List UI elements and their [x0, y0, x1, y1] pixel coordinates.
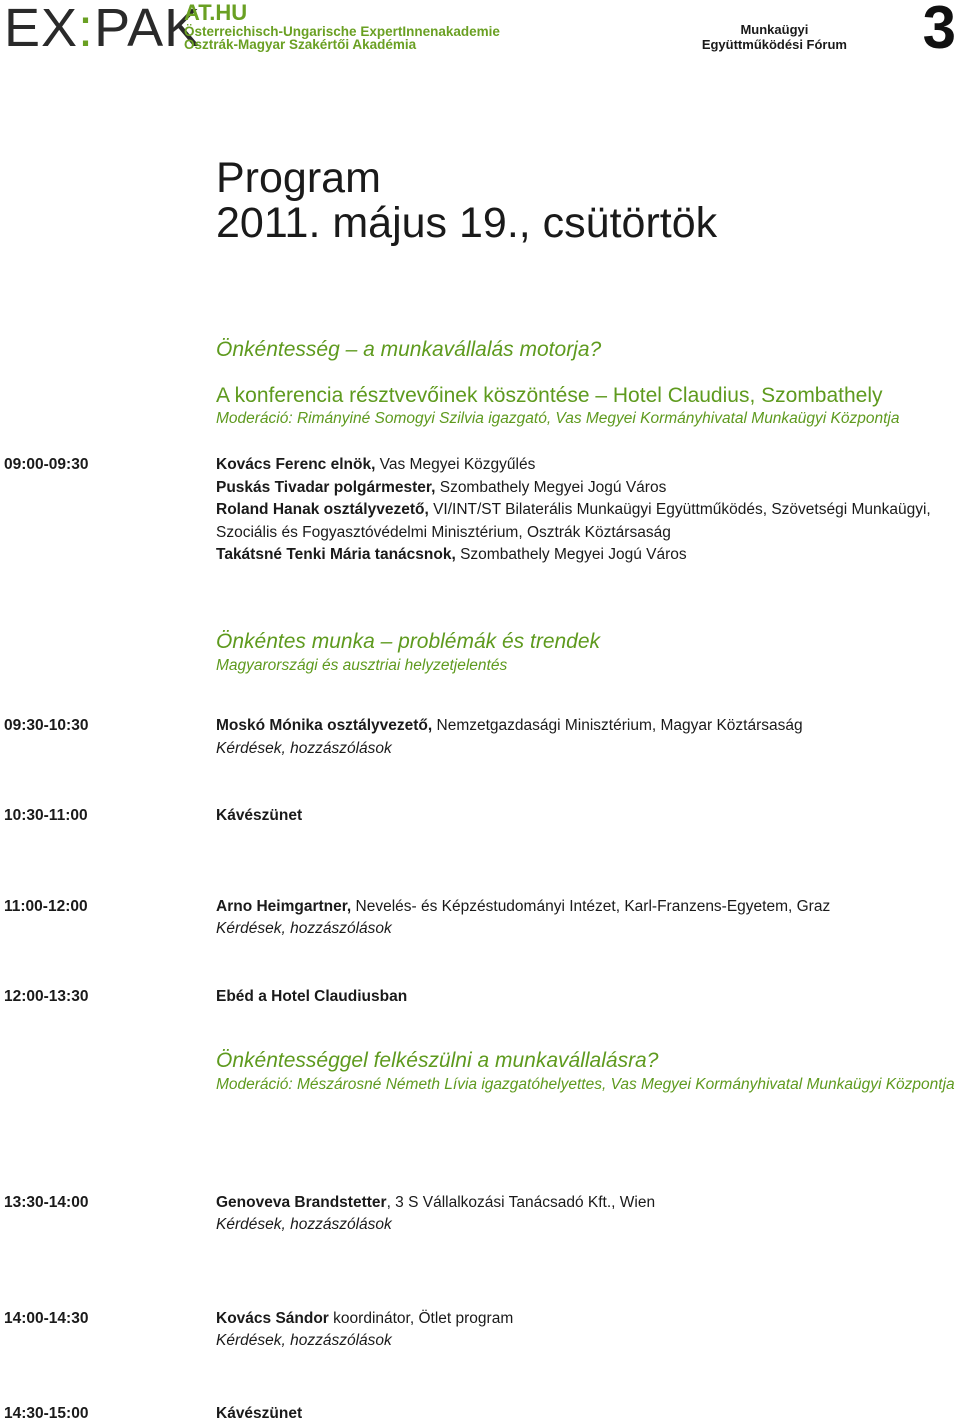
section3-title: Önkéntességgel felkészülni a munkavállalásra?: [216, 1049, 659, 1072]
speaker-org: Nemzetgazdasági Minisztérium, Magyar Köztársaság: [432, 717, 803, 734]
program-entry: [216, 715, 956, 738]
speaker-name: Genoveva Brandstetter: [216, 1194, 387, 1211]
qa-note: Kérdések, hozzászólások: [216, 920, 392, 937]
speaker-org: Szombathely Megyei Jogú Város: [455, 546, 687, 563]
section2-subtitle: Magyarországi és ausztriai helyzetjelentés: [216, 657, 508, 674]
time-slot: 09:00-09:30: [4, 456, 89, 473]
title-line2: 2011. május 19., csütörtök: [216, 199, 718, 247]
program-entry: [216, 896, 956, 919]
time-slot: 10:30-11:00: [4, 807, 88, 824]
page-number: 3: [922, 0, 956, 61]
speaker-name: Kovács Sándor: [216, 1310, 329, 1327]
speaker-name: Takátsné Tenki Mária tanácsnok,: [216, 546, 456, 563]
speaker-name: Arno Heimgartner,: [216, 898, 352, 915]
speaker-org: Vas Megyei Közgyűlés: [375, 456, 536, 473]
speaker-entry: [216, 544, 956, 567]
speaker-name: Puskás Tivadar polgármester,: [216, 478, 436, 496]
section1-title: Önkéntesség – a munkavállalás motorja?: [216, 338, 602, 361]
program-entry: [216, 1192, 956, 1215]
qa-note: Kérdések, hozzászólások: [216, 1216, 392, 1233]
logo-athu: AT.HU: [184, 0, 248, 25]
section3-moderation: Moderáció: Mészárosné Németh Lívia igazgatóhelyettes, Vas Megyei Kormányhivatal Munkaügyi Központja: [216, 1076, 955, 1093]
speaker-name: Moskó Mónika osztályvezető,: [216, 717, 433, 734]
section1-moderation: Moderáció: Rimányiné Somogyi Szilvia igazgató, Vas Megyei Kormányhivatal Munkaügyi Központja: [216, 410, 900, 427]
section2-title: Önkéntes munka – problémák és trendek: [216, 630, 601, 653]
time-slot: 09:30-10:30: [4, 717, 89, 734]
qa-note: Kérdések, hozzászólások: [216, 1332, 392, 1349]
speaker-org: koordinátor, Ötlet program: [328, 1310, 514, 1327]
forum-line2: Együttműködési Fórum: [701, 37, 847, 52]
time-slot: 14:30-15:00: [4, 1405, 89, 1422]
speaker-entry: [216, 454, 956, 477]
speaker-entry: [216, 477, 956, 500]
forum-line1: Munkaügyi: [740, 22, 809, 37]
speaker-org: Szombathely Megyei Jogú Város: [435, 478, 667, 496]
break-entry: Kávészünet: [216, 807, 303, 824]
speaker-name: Roland Hanak osztályvezető,: [216, 501, 429, 518]
logo-pak: PAK: [94, 0, 202, 58]
logo-line-hungarian: Osztrák-Magyar Szakértői Akadémia: [184, 37, 417, 52]
qa-note: Kérdések, hozzászólások: [216, 740, 392, 757]
section1-welcome: A konferencia résztvevőinek köszöntése – Hotel Claudius, Szombathely: [216, 384, 883, 407]
speaker-entry: [216, 499, 956, 544]
speaker-org: , 3 S Vállalkozási Tanácsadó Kft., Wien: [386, 1194, 656, 1211]
time-slot: 14:00-14:30: [4, 1310, 89, 1327]
logo-line-german: Österreichisch-Ungarische ExpertInnenakademie: [184, 24, 500, 39]
expak-logo: [4, 0, 202, 58]
time-slot: 13:30-14:00: [4, 1194, 89, 1211]
speaker-org: VI/INT/ST Bilaterális Munkaügyi Együttműködés, Szövetségi Munkaügyi, Szociális és Fogyasztóvédelmi Minisztérium, Osztrák Köztársaság: [216, 501, 931, 541]
speaker-list: [216, 454, 956, 567]
logo-colon: :: [78, 0, 95, 58]
time-slot: 11:00-12:00: [4, 898, 88, 915]
page-title: [216, 156, 717, 246]
break-entry: Kávészünet: [216, 1405, 303, 1422]
program-entry: [216, 1308, 956, 1331]
forum-name: [702, 22, 847, 52]
title-line1: Program: [216, 154, 381, 202]
lunch-entry: Ebéd a Hotel Claudiusban: [216, 988, 408, 1005]
speaker-name: Kovács Ferenc elnök,: [216, 456, 376, 473]
logo-ex: EX: [4, 0, 79, 58]
time-slot: 12:00-13:30: [4, 988, 89, 1005]
speaker-org: Nevelés- és Képzéstudományi Intézet, Karl-Franzens-Egyetem, Graz: [351, 898, 831, 915]
